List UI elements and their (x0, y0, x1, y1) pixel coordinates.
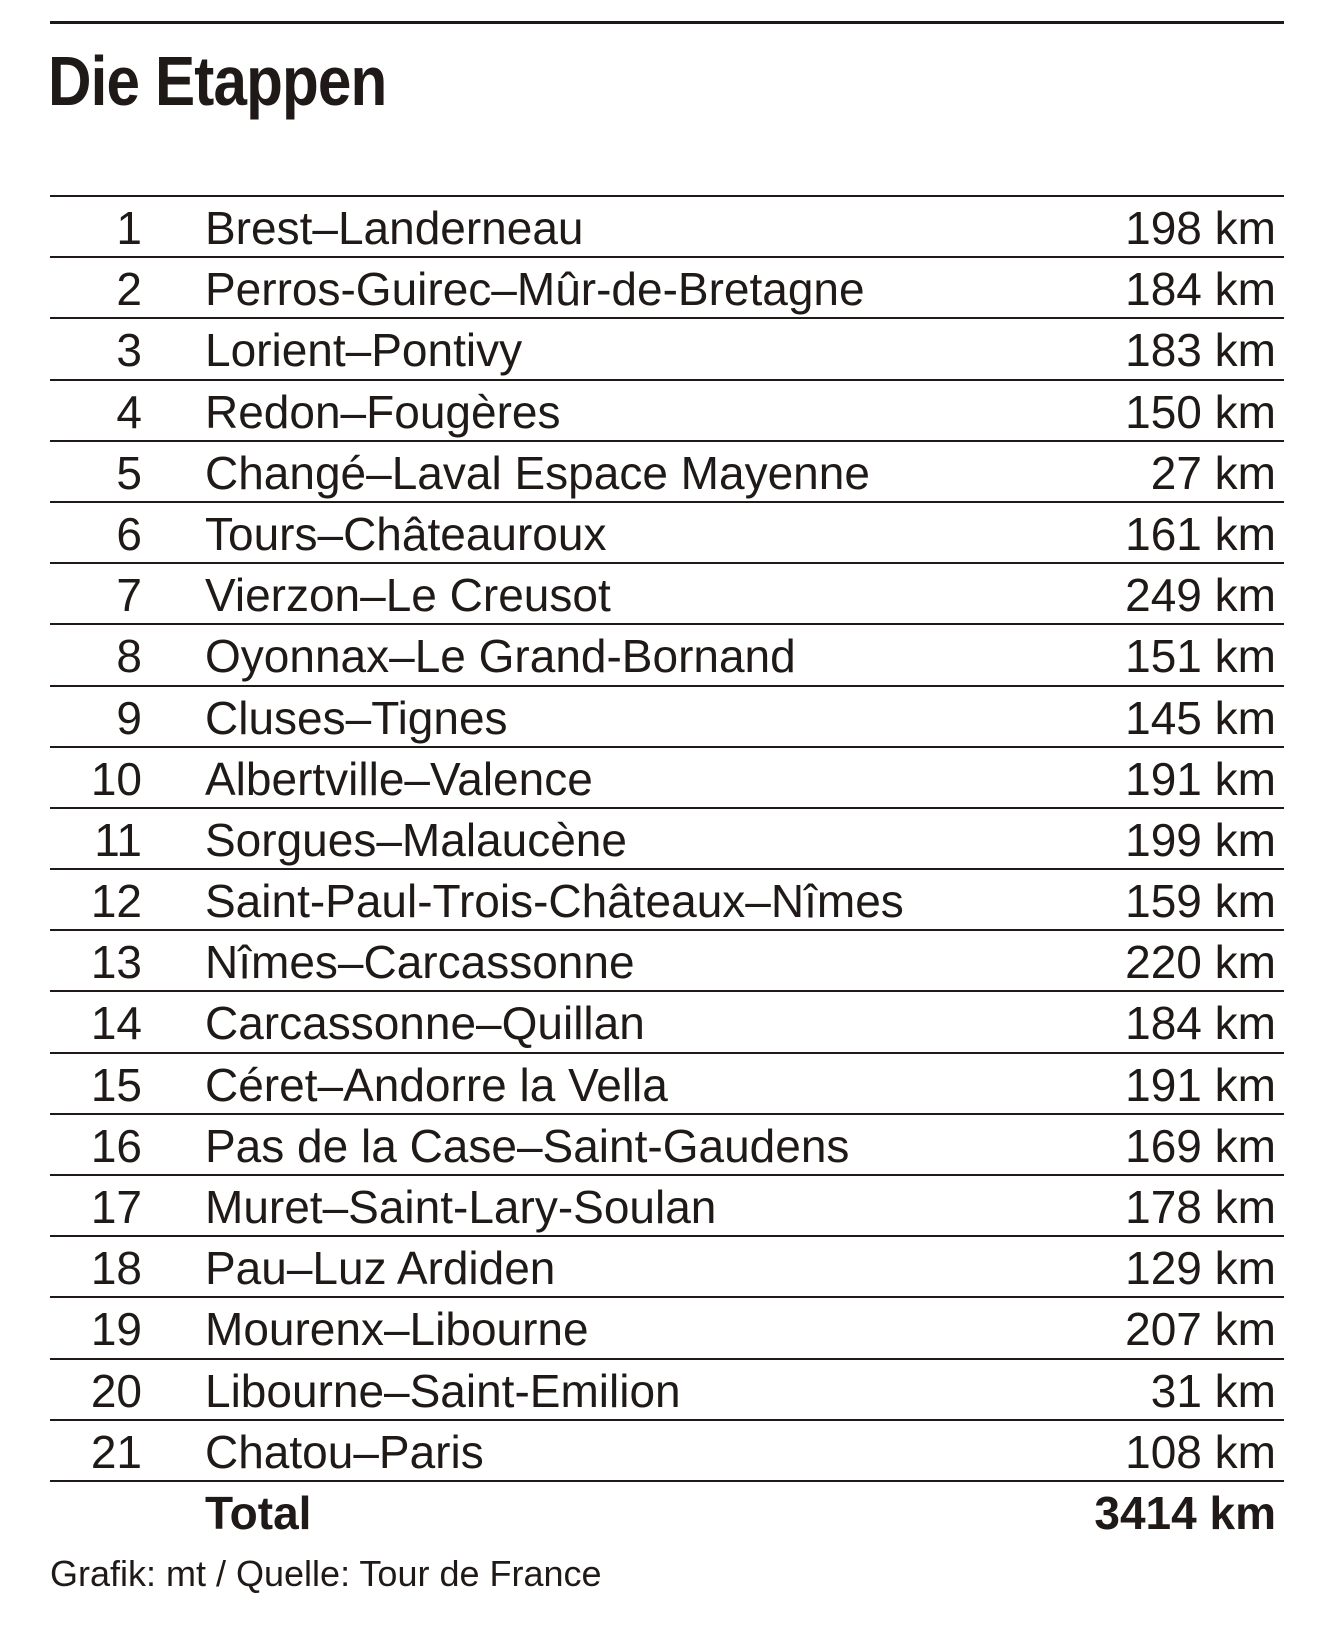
stage-route: Sorgues–Malaucène (205, 813, 627, 866)
table-row (50, 990, 1284, 1051)
table-row (50, 929, 1284, 990)
source-credit: Grafik: mt / Quelle: Tour de France (50, 1553, 602, 1594)
stage-distance: 150 km (1125, 385, 1276, 438)
table-row (50, 256, 1284, 317)
stage-number: 15 (90, 1058, 142, 1111)
table-row (50, 440, 1284, 501)
stage-number: 8 (116, 630, 142, 683)
stage-route: Tours–Châteauroux (205, 507, 607, 560)
stage-route: Vierzon–Le Creusot (205, 569, 611, 622)
total-distance: 3414 km (1094, 1486, 1276, 1539)
stage-number: 14 (90, 997, 142, 1050)
stage-number: 18 (90, 1242, 142, 1295)
stage-route: Cluses–Tignes (205, 691, 508, 744)
stage-distance: 191 km (1125, 1058, 1276, 1111)
stage-distance: 207 km (1125, 1303, 1276, 1356)
total-label: Total (205, 1486, 312, 1539)
stage-route: Nîmes–Carcassonne (205, 936, 635, 989)
stage-route: Albertville–Valence (205, 752, 593, 805)
table-row (50, 1052, 1284, 1113)
table-row (50, 1296, 1284, 1357)
stage-route: Changé–Laval Espace Mayenne (205, 446, 870, 499)
stage-distance: 145 km (1125, 691, 1276, 744)
stage-route: Mourenx–Libourne (205, 1303, 589, 1356)
total-row (50, 1480, 1284, 1541)
stage-number: 11 (94, 813, 142, 866)
stage-distance: 169 km (1125, 1119, 1276, 1172)
table-row (50, 746, 1284, 807)
stage-route: Perros-Guirec–Mûr-de-Bretagne (205, 263, 865, 316)
stage-number: 5 (116, 446, 142, 499)
stage-number: 2 (116, 263, 142, 316)
stage-number: 21 (90, 1425, 142, 1478)
stage-number: 20 (90, 1364, 142, 1417)
stage-distance: 129 km (1125, 1242, 1276, 1295)
stage-distance: 159 km (1125, 875, 1276, 928)
stage-number: 1 (116, 202, 142, 254)
stage-distance: 184 km (1125, 263, 1276, 316)
table-row (50, 685, 1284, 746)
stage-number: 19 (90, 1303, 142, 1356)
stage-route: Carcassonne–Quillan (205, 997, 645, 1050)
stage-number: 9 (116, 691, 142, 744)
stage-distance: 161 km (1125, 507, 1276, 560)
table-row (50, 1358, 1284, 1419)
stage-route: Saint-Paul-Trois-Châteaux–Nîmes (205, 875, 904, 928)
table-row (50, 1113, 1284, 1174)
stages-table (50, 195, 1284, 1541)
stage-route: Oyonnax–Le Grand-Bornand (205, 630, 796, 683)
page-title: Die Etappen (48, 42, 387, 120)
stage-distance: 249 km (1125, 569, 1276, 622)
table-row (50, 1235, 1284, 1296)
stage-number: 12 (90, 875, 142, 928)
stage-route: Pas de la Case–Saint-Gaudens (205, 1119, 850, 1172)
table-row (50, 1174, 1284, 1235)
table-row (50, 807, 1284, 868)
stage-number: 17 (90, 1181, 142, 1233)
stage-distance: 27 km (1150, 446, 1276, 499)
stage-number: 4 (116, 385, 142, 438)
stage-route: Céret–Andorre la Vella (205, 1058, 668, 1111)
stage-route: Lorient–Pontivy (205, 324, 523, 377)
stage-number: 3 (116, 324, 142, 377)
stage-number: 7 (116, 569, 142, 622)
stage-distance: 108 km (1125, 1425, 1276, 1478)
stage-distance: 31 km (1150, 1364, 1276, 1417)
table-row (50, 379, 1284, 440)
stage-distance: 178 km (1125, 1181, 1276, 1233)
stage-distance: 199 km (1125, 813, 1276, 866)
stage-number: 16 (90, 1119, 142, 1172)
table-row (50, 195, 1284, 256)
stage-number: 10 (90, 752, 142, 805)
table-row (50, 1419, 1284, 1480)
table-row (50, 562, 1284, 623)
stage-route: Pau–Luz Ardiden (205, 1242, 556, 1295)
table-row (50, 317, 1284, 378)
stage-route: Muret–Saint-Lary-Soulan (205, 1181, 717, 1233)
stage-distance: 220 km (1125, 936, 1276, 989)
stage-route: Libourne–Saint-Emilion (205, 1364, 681, 1417)
stage-distance: 198 km (1125, 202, 1276, 254)
stage-route: Chatou–Paris (205, 1425, 484, 1478)
stage-number: 6 (116, 507, 142, 560)
top-rule (50, 21, 1284, 24)
table-row (50, 868, 1284, 929)
table-row (50, 623, 1284, 684)
stage-route: Redon–Fougères (205, 385, 561, 438)
stage-distance: 151 km (1125, 630, 1276, 683)
stage-distance: 184 km (1125, 997, 1276, 1050)
stage-distance: 183 km (1125, 324, 1276, 377)
stage-route: Brest–Landerneau (205, 202, 584, 254)
table-row (50, 501, 1284, 562)
stage-distance: 191 km (1125, 752, 1276, 805)
stage-number: 13 (90, 936, 142, 989)
